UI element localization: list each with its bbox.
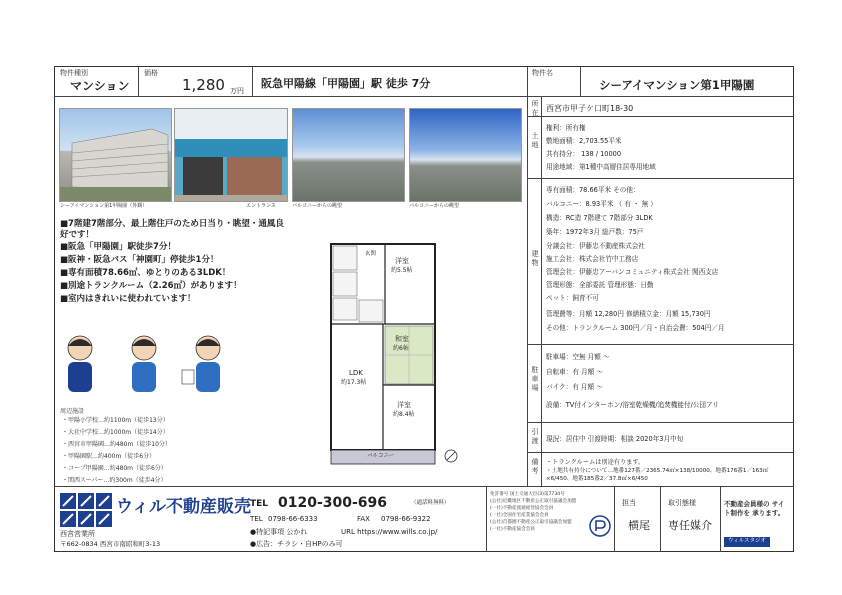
building-row: 分譲会社：伊藤忠不動産株式会社 (546, 242, 645, 250)
building-label: 建物 (531, 250, 539, 268)
price-unit: 万円 (230, 87, 244, 95)
pr-line: ■別途トランクルーム（2.26㎡）があります！ (60, 281, 242, 291)
membership-text: 不動産会員様の サイト制作を 承ります。 (724, 500, 785, 517)
nearby-item: ・大社中学校…約1000m（徒歩14分） (62, 429, 169, 436)
building-row: その他：トランクルーム 300円／月・自治会費：504円／月 (546, 324, 725, 332)
divider (527, 422, 794, 423)
room-name: LDK (349, 369, 363, 377)
room-name: バルコニー (367, 453, 395, 459)
photo-caption-4: バルコニーからの眺望 (409, 203, 460, 209)
building-row: 施工会社：株式会社竹中工務店 (546, 255, 639, 263)
building-row: 専有面積：78.66平米 その他： (546, 186, 640, 194)
staff-name: 横尾 (628, 519, 650, 532)
room-size: 約17.3帖 (341, 379, 367, 386)
delivery-label: 引渡 (531, 428, 539, 446)
access-text: 阪急甲陽線「甲陽園」駅 徒歩 7分 (261, 77, 431, 90)
parking-row: バイク：有 月額 〜 (546, 383, 603, 391)
license-line: (一社)不動産協会会員 (490, 527, 535, 532)
fax-number: 0798-66-9322 (381, 515, 431, 523)
remarks-note: ●特記事項 公かれ (250, 528, 308, 536)
parking-label: 駐車場 (531, 366, 539, 393)
remarks-label: 備考 (531, 458, 539, 476)
land-row: 用途地域：第1種中高層住居専用地域 (546, 163, 656, 171)
equipment-row: 設備：TV付インターホン/浴室乾燥機/追焚機能付/公団アリ (546, 401, 719, 409)
membership-badge[interactable]: ウィルスタジオ (724, 537, 770, 547)
room-name: 玄関 (365, 251, 377, 257)
transaction-type: 専任媒介 (668, 519, 712, 532)
room-name: 洋室 (397, 401, 411, 409)
divider (527, 178, 794, 179)
license-line: (一社)不動産流通経営協会会員 (490, 506, 554, 511)
photo-caption-2: エントランス (246, 203, 276, 209)
building-row: バルコニー：8.93平米 （ 有 ・ 無 ） (546, 200, 657, 208)
photo-exterior (59, 108, 172, 202)
delivery-value: 現況：居住中 引渡時期：相談 2020年3月中旬 (546, 435, 684, 443)
land-row: 敷地面積：2,703.55平米 (546, 137, 622, 145)
parking-row: 駐車場：空無 月額 〜 (546, 353, 610, 361)
branch-address: 〒662-0834 西宮市南昭和町3-13 (60, 540, 161, 548)
divider (580, 66, 581, 96)
tel-label: TEL (250, 499, 269, 509)
building-row: 管理形態：全部委託 管理形態：日勤 (546, 281, 654, 289)
room-name: 和室 (395, 335, 409, 343)
photo-view-2 (409, 108, 522, 202)
company-name: ウィル不動産販売 (116, 497, 251, 517)
divider (527, 452, 794, 453)
divider (527, 66, 528, 486)
divider (660, 486, 661, 552)
pr-line: ■阪神・阪急バス「神園町」停徒歩1分！ (60, 255, 219, 265)
staff-illustration (60, 328, 230, 398)
footer-divider (54, 486, 794, 487)
nearby-heading: 周辺施設 (60, 408, 85, 415)
branch-name: 西宮営業所 (60, 530, 95, 538)
property-name: シーアイマンション第1甲陽園 (599, 78, 755, 92)
nearby-item: ・西宮市甲陽園…約480m（徒歩10分） (62, 441, 171, 448)
divider (138, 66, 139, 96)
license-line: (公社)近畿地区不動産公正取引協議会加盟 (490, 499, 577, 504)
transaction-label: 取引態様 (668, 499, 696, 507)
fair-trade-seal-icon (588, 514, 612, 538)
header-divider (54, 96, 794, 97)
will-logo-icon (60, 493, 112, 527)
type-value: マンション (70, 79, 130, 93)
land-row: 共有持分： 138 / 10000 (546, 150, 622, 158)
license-line: (公社)首都圏不動産公正取引協議会加盟 (490, 520, 572, 525)
parking-row: 自転車：有 月額 〜 (546, 368, 603, 376)
staff-label: 担当 (622, 499, 636, 507)
nearby-item: ・関西スーパー…約300m（徒歩4分） (62, 477, 167, 484)
divider (541, 96, 542, 486)
nearby-item: ・甲陽小学校…約1100m（徒歩13分） (62, 417, 169, 424)
website-url[interactable]: URL https://www.wills.co.jp/ (341, 528, 438, 536)
tel2-label: TEL (250, 515, 263, 523)
pr-line: ■専有面積78.66㎡、ゆとりのある3LDK！ (60, 268, 231, 278)
pr-line: ■阪急「甲陽園」駅徒歩7分！ (60, 242, 176, 252)
price-value: 1,280 (182, 76, 225, 94)
room-size: 約5.5帖 (391, 267, 413, 274)
building-row: ペット：飼育不可 (546, 294, 599, 302)
remarks-row: ・トランクルームは別途有ります。 (546, 459, 645, 466)
nearby-item: ・コープ甲陽園…約480m（徒歩6分） (62, 465, 167, 472)
pr-line: ■室内はきれいに使われています！ (60, 294, 196, 304)
land-row: 権利：所有権 (546, 124, 586, 132)
tel-number[interactable]: 0120-300-696 (278, 495, 388, 511)
price-label: 価格 (144, 69, 158, 77)
divider (614, 486, 615, 552)
divider (252, 66, 253, 96)
ad-note: ●広告：チラシ・自HPのみ可 (250, 540, 343, 548)
location-value: 西宮市甲子ケ口町18-30 (546, 104, 634, 113)
pr-line: ■7階建7階部分、最上階住戸のため日当り・眺望・通風良 (60, 219, 284, 229)
building-row: 管理費等：月額 12,280円 修繕積立金：月額 15,730円 (546, 310, 711, 318)
photo-view-1 (292, 108, 405, 202)
license-line: 免許番号 国土交通大臣(3)第7734号 (490, 492, 565, 497)
divider (486, 486, 487, 552)
remarks-row: ・土地共有持分について…地番127番／2365.74㎡×138/10000、地番176番1／163㎡×6/450、地番185番2／37.8㎡×6/450 (546, 468, 769, 482)
nearby-item: ・甲陽園駅…約400m（徒歩6分） (62, 453, 156, 460)
pr-line: 好です！ (60, 230, 95, 240)
tel-note: （通話料無料） (411, 500, 450, 506)
license-line: (一社)全国住宅産業協会会員 (490, 513, 549, 518)
photo-entrance (174, 108, 288, 202)
room-size: 約6帖 (393, 345, 409, 352)
land-label: 土地 (531, 132, 539, 150)
name-label: 物件名 (532, 69, 553, 77)
building-row: 構造：RC造 7階建て 7階部分 3LDK (546, 214, 653, 222)
building-row: 築年：1972年3月 総戸数：75戸 (546, 228, 644, 236)
photo-caption-1: シーアイマンション第1甲陽園（外観） (60, 203, 148, 209)
location-label: 所在 (531, 100, 539, 118)
divider (527, 344, 794, 345)
divider (527, 116, 794, 117)
divider (720, 486, 721, 552)
type-label: 物件種別 (60, 69, 88, 77)
room-name: 洋室 (395, 257, 409, 265)
room-size: 約8.4帖 (393, 411, 415, 418)
tel2-number[interactable]: 0798-66-6333 (268, 515, 318, 523)
floor-plan-drawing (325, 240, 465, 468)
fax-label: FAX (357, 515, 370, 523)
photo-caption-3: バルコニーからの眺望 (292, 203, 343, 209)
entrance-illustration (175, 109, 288, 202)
building-row: 管理会社：伊藤忠アーバンコミュニティ株式会社 関西支店 (546, 268, 719, 276)
building-illustration (60, 109, 172, 202)
floor-plan (325, 240, 465, 468)
